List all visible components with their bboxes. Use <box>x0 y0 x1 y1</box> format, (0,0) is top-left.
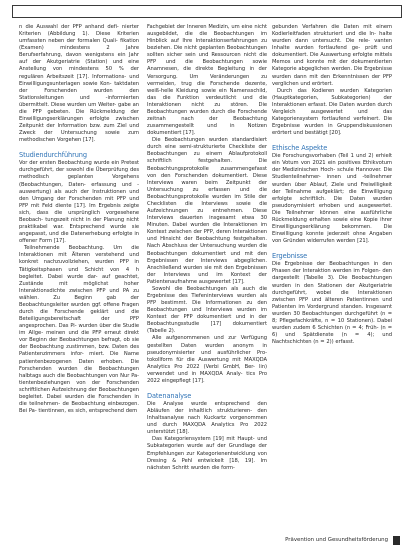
body-paragraph: Teilnehmende Beobachtung. Um die Interaktionen mit Älteren verstehend und konkret nachzuvollziehen, wurden PFP in Tätigkeitsphasen und Schicht von 4 h begleitet. Dabei wurde dar- auf geachtet, Zustände mit möglichst hoher Interaktionsdichte zwischen PFP und PA zu wählen. Zu Beginn gab der Beobachtungsleiter wurden ggf. offene Fragen durch die Forschende geklärt und die Beteiligungsbereitschaft der PFP angesprochen. Das Pi- wurden über die Studie im Allge- meinen und die PFP erneut direkt vor Beginn der Beobachtungen befragt, ob sie der Beobachtung zustimmen, bzw. Daten des Patientenzimmers infor- miert. Die Name patientenbezogenen Daten erhoben. Die Forschenden wurden die Beobachtungen halbtags auch die Beobachtungen von Nur Pa- tientenbeziehungen von der Forschenden schriftlichen Aufzeichnung der Beobachtungen begleitet. Dabei wurden die Forschenden in die teilnehmen- de Beobachtung einbezogen. Bei Pa- tientinnen, es sich, entsprechend dem <box>19 245 139 415</box>
body-paragraph: Vor der ersten Beobachtung wurde ein Pretest durchgeführt, der sowohl die Überprüfung des methodisch geplanten Vorgehens (Beobachtungen, Daten- erfassung und -auswertung) als auch der Instruktionen und den Umgang der Forschenden mit PFP und PFP mit Feld diente [17]. Im Ergebnis zeigte sich, dass die ursprünglich vorgesehene Beobach- tungszeit nicht in der Planung nicht praktikabel war. Entsprechend wurde sie angepasst, und die Datenerhebung erfolgte in offener Form [17]. <box>19 160 139 245</box>
text-column-left <box>19 24 139 415</box>
text-column-right <box>272 24 392 346</box>
body-paragraph: Die Ergebnisse der Beobachtungen in den Phasen der Interaktion werden im Folgen- den dargestellt (Tabelle 3). Die Beobachtungen wurden in den Stationen der Akutgeriatrie durchgeführt, wobei die Interaktionen zwischen PFP und älteren Patientinnen und Patienten im Vordergrund standen. Insgesamt wurden 30 Beobachtungen durchgeführt (n = 8; Pflegefachkräfte, n = 10 Stationen). Dabei wurden zudem 6 Schichten (n = 4; Früh- (n = 6) und Spätdienste (n = 4); und Nachtschichten (n = 2)) erfasst. <box>272 261 392 346</box>
body-paragraph: Fachgebiet der Inneren Medizin, um eine nicht ausgebildet, die die Beobachtungen im Hinblick auf Ihre Interaktionserfahrungen zu beziehen. Die nicht geplanten Beobachtungen sollten sicher sein und Ressourcen nicht die PFP und die Beobachtungen sowie Anamnesen, die direkte Begleitung in der Versorgung. Um Veränderungen zu vermeiden, trug die Forschende dezente, weiß-helle Kleidung sowie ein Namensschild, das die Funktion verdeutlicht und die Interaktionen nicht zu stören. Die Beobachtungen wurden durch die Forschende zeitnah nach der Beobachtung zusammengestellt und in Notizen dokumentiert [17]. <box>147 24 267 137</box>
journal-name: Prävention und Gesundheitsförderung <box>285 537 388 543</box>
text-column-middle <box>147 24 267 472</box>
section-heading-ergebnisse: Ergebnisse <box>272 252 308 261</box>
body-paragraph: n die Auswahl der PFP anhand defi- nierter Kriterien (Abbildung 1). Diese Kriterien umfassten neben der formalen Quali- fikation (Examen) mindestens 2 Jahre Berufserfahrung, davon wenigstens ein Jahr auf der Akutgeriatrie (Station) und eine Anstellung von mindestens 50 % der regulären Arbeitszeit [17]. Informations- und Einwilligungsunterlagen sowie Kon- taktdaten der Forschenden wurden den Stationsleitungen und -informierten übermittelt. Diese wurden um Weiter- gabe an die PFP gebeten. Die Rückmeldung der Einwilligungserklärungen erfolgte zwischen Zeitpunkt der Information bzw. zum Ziel und Zweck der Untersuchung sowie zum methodischen Vorgehen [17]. <box>19 24 139 144</box>
section-heading-datenanalyse: Datenanalyse <box>147 391 192 400</box>
body-paragraph: Die Beobachtungen wurden standardisiert durch eine semi-strukturierte Checkliste der Beobachtungen zu einem Ablaufprotokoll schriftlich festgehalten. Die Beobachtungsprotokolle zusammengefasst von den Forschenden dokumentiert. Diese Interviews waren beim Zeitpunkt der Untersuchung zu erfassen und die Beobachtungsprotokolle wurden im Stile der Checklisten die Interviews sowie die Aufzeichnungen zu entnehmen. Diese Interviews dauerten insgesamt etwa 30 Minuten. Dabei wurden die Interaktionen im Kontext zwischen der PFP, deren Interaktionen und Hinsicht der Beobachtung festgehalten. Nach Abschluss der Untersuchung wurden die Beobachtungen dokumentiert und mit den Ergebnissen der Interviews abgeglichen. Anschließend wurden sie mit den Ergebnissen der Interviews und im Kontext der Patientenaufnahme ausgewertet [17]. <box>147 137 267 285</box>
body-paragraph: gebunden Verfahren die Daten mit einem Kodierleitfaden strukturiert und die In- halte wurden dann untersucht. Die rele- vanten Inhalte wurden fortlaufend ge- prüft und dokumentiert. Die Auswertung erfolgte mittels Memos und konnte mit der dokumentierten Kategorie abgeglichen werden. Die Ergebnisse wurden dann mit den Erkenntnissen der PFP verglichen und erörtert. <box>272 24 392 87</box>
page-marker-bar <box>393 536 400 545</box>
section-heading-ethische-aspekte: Ethische Aspekte <box>272 144 328 153</box>
body-paragraph: Alle aufgenommenen und zur Verfügung gestellten Daten wurden anonym in pseudonymisierter und ausführlicher Pro- tokollform für die Auswertung mit MAXQDA Analytics Pro 2022 (Verbi GmbH, Ber- lin) verwendet und in MAXQDA Analy- tics Pro 2022 eingepflegt [17]. <box>147 335 267 384</box>
header-rule-box <box>12 5 402 18</box>
body-paragraph: Die Forschungsvorhaben (Teil 1 und 2) erhielt ein Votum von 2021 ein positives Ethikvotum der Medizinischen Hoch- schule Hannover. Die Studienteilnehmer- innen und -teilnehmer wurden über Ablauf, Ziele und Freiwilligkeit der Teilnahme aufgeklärt; die Einwilligung erfolgte schriftlich. Die Daten wurden pseudonymisiert erhoben und ausgewertet. Die Teilnehmer können eine ausführliche Rückmeldung erhalten sowie eine Kopie ihrer Einwilligungserklärung bekommen. Die Einwilligung konnte jederzeit ohne Angaben von Gründen widerrufen werden [21]. <box>272 153 392 245</box>
body-paragraph: Sowohl die Beobachtungen als auch die Ergebnisse des Tiefeninterviews wurden als PFP bestimmt. Die Informationen zu den Beobachtungen und Interviews wurden im Kontext der PFP dokumentiert und in der Beobachtungsstudie [17] dokumentiert (Tabelle 2). <box>147 285 267 335</box>
body-paragraph: Die Analyse wurde entsprechend den Abläufen der inhaltlich strukturieren- den Inhaltsanalyse nach Kuckartz vorgenommen und durch MAXQDA Analytics Pro 2022 unterstützt [18]. <box>147 400 267 436</box>
section-heading-studiendurchfuehrung: Studiendurchführung <box>19 151 87 160</box>
page-footer <box>250 536 400 545</box>
body-paragraph: Das Kategoriensystem [19] mit Haupt- und Subkategorien wurde auf der Grundlage der Empfehlungen zur Kategorienentwicklung von Dresing & Pehl entwickelt [18, 19]. Im nächsten Schritt wurden die form- <box>147 436 267 471</box>
body-paragraph: Durch das Kodieren wurden Kategorien (Hauptkategorien, Subkategorien) der Interaktionen erfasst. Die Daten wurden durch Vergleich ausgewertet und das Kategoriensystem fortlaufend verfeinert. Die Ergebnisse wurden in Gruppendiskussionen erörtert und bestätigt [20]. <box>272 87 392 137</box>
